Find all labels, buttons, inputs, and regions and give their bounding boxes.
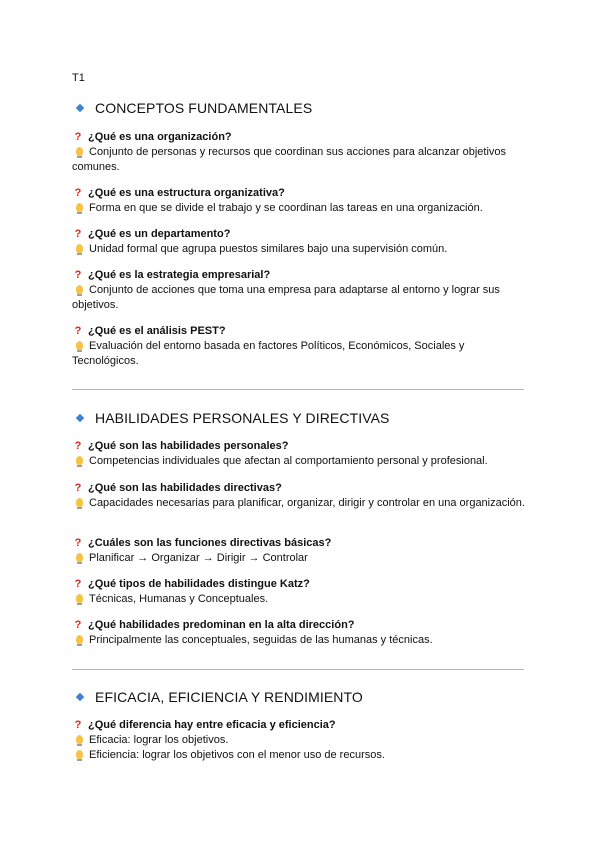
qa-item [72,186,532,216]
question-mark-icon: ? [74,131,82,143]
qa-item [72,227,532,257]
answer: Unidad formal que agrupa puestos similares bajo una supervisión común. [72,242,532,257]
answer: Planificar → Organizar → Dirigir → Controlar [72,551,532,566]
answer: Eficiencia: lograr los objetivos con el menor uso de recursos. [72,748,532,763]
answer: Evaluación del entorno basada en factores Políticos, Económicos, Sociales y Tecnológicos. [72,340,465,367]
qa-item [72,618,532,648]
question: ? ¿Qué son las habilidades personales? [72,439,532,454]
lightbulb-icon [76,456,83,465]
question: ? ¿Qué habilidades predominan en la alta dirección? [72,618,532,633]
section-title-text: HABILIDADES PERSONALES Y DIRECTIVAS [95,410,390,426]
section-divider [72,669,524,670]
question-mark-icon: ? [74,187,82,199]
question-mark-icon: ? [74,578,82,590]
document-label: T1 [72,72,85,84]
lightbulb-icon [76,244,83,253]
section-title-text: EFICACIA, EFICIENCIA Y RENDIMIENTO [95,689,363,705]
answer: Conjunto de acciones que toma una empresa para adaptarse al entorno y lograr sus objetivos. [72,284,500,311]
qa-item [72,324,532,369]
lightbulb-icon [76,498,83,507]
answer: Competencias individuales que afectan al comportamiento personal y profesional. [72,454,532,469]
question-mark-icon: ? [74,325,82,337]
diamond-icon [76,693,84,701]
lightbulb-icon [76,341,83,350]
diamond-icon [76,104,84,112]
diamond-icon [76,414,84,422]
answer: Técnicas, Humanas y Conceptuales. [72,592,532,607]
qa-item [72,718,532,763]
lightbulb-icon [76,147,83,156]
question: ? ¿Qué tipos de habilidades distingue Katz? [72,577,532,592]
qa-item [72,439,532,469]
answer: Capacidades necesarias para planificar, organizar, dirigir y controlar en una organización. [72,496,532,511]
section-title-eficacia [72,689,363,705]
question-mark-icon: ? [74,537,82,549]
question: ? ¿Qué es la estrategia empresarial? [72,268,532,283]
answer: Eficacia: lograr los objetivos. [72,733,532,748]
question: ? ¿Qué es una organización? [72,130,532,145]
question: ? ¿Qué es un departamento? [72,227,532,242]
answer: Conjunto de personas y recursos que coordinan sus acciones para alcanzar objetivos comunes. [72,146,507,173]
section-title-text: CONCEPTOS FUNDAMENTALES [95,100,313,116]
lightbulb-icon [76,750,83,759]
section-divider [72,389,524,390]
lightbulb-icon [76,594,83,603]
question-mark-icon: ? [74,719,82,731]
qa-item [72,130,532,175]
question: ? ¿Cuáles son las funciones directivas básicas? [72,536,532,551]
question-mark-icon: ? [74,440,82,452]
question: ? ¿Qué diferencia hay entre eficacia y eficiencia? [72,718,532,733]
qa-item [72,268,532,313]
lightbulb-icon [76,285,83,294]
answer: Principalmente las conceptuales, seguidas de las humanas y técnicas. [72,633,532,648]
question-mark-icon: ? [74,482,82,494]
question-mark-icon: ? [74,269,82,281]
answer: Forma en que se divide el trabajo y se coordinan las tareas en una organización. [72,201,532,216]
lightbulb-icon [76,735,83,744]
question: ? ¿Qué es el análisis PEST? [72,324,532,339]
qa-item [72,536,532,566]
section-title-conceptos [72,100,312,116]
qa-item [72,481,532,511]
question-mark-icon: ? [74,228,82,240]
qa-item [72,577,532,607]
question: ? ¿Qué son las habilidades directivas? [72,481,532,496]
section-title-habilidades [72,410,390,426]
question-mark-icon: ? [74,619,82,631]
lightbulb-icon [76,203,83,212]
question: ? ¿Qué es una estructura organizativa? [72,186,532,201]
lightbulb-icon [76,635,83,644]
lightbulb-icon [76,553,83,562]
